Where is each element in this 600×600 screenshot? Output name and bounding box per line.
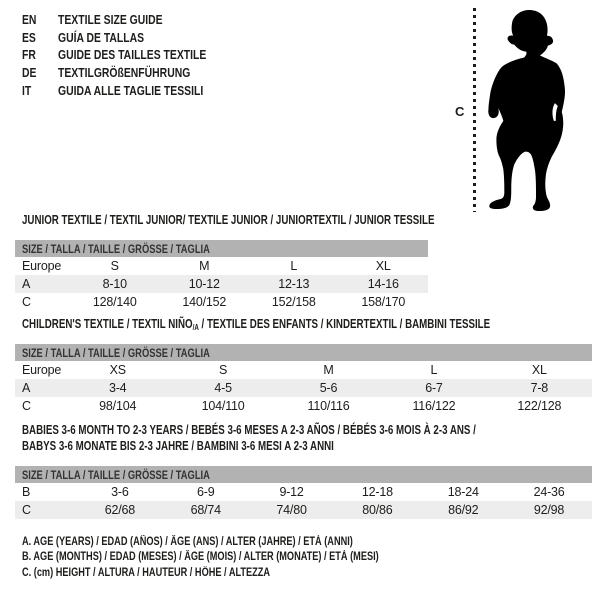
language-row-en [22, 11, 243, 29]
size-cell: XL [375, 259, 391, 273]
height-cell: 158/170 [361, 295, 406, 309]
height-cell: 110/116 [307, 399, 350, 413]
table-row [15, 361, 592, 379]
row-label: B [22, 485, 31, 499]
language-row-it [22, 81, 243, 99]
language-label: GUIDE DES TAILLES TEXTILE [58, 47, 207, 63]
language-label: GUIDA ALLE TAGLIE TESSILI [58, 82, 204, 98]
height-cell: 104/110 [201, 399, 245, 413]
age-cell: 24-36 [533, 485, 565, 499]
footnote-a: A. AGE (YEARS) / EDAD (AÑOS) / ÂGE (ANS) / ALTER (JAHRE) / ETÀ (ANNI) [22, 535, 353, 548]
size-header-bar: SIZE / TALLA / TAILLE / GRÖSSE / TAGLIA [15, 466, 592, 483]
height-measure-label: C [455, 104, 465, 119]
table-row [15, 501, 592, 519]
language-code: ES [22, 29, 36, 45]
size-header-bar: SIZE / TALLA / TAILLE / GRÖSSE / TAGLIA [15, 344, 592, 361]
row-label: C [22, 503, 31, 517]
age-cell: 12-13 [278, 277, 310, 291]
language-code: EN [22, 12, 37, 28]
row-label: C [22, 295, 31, 309]
language-row-fr [22, 46, 243, 64]
size-cell: XS [109, 363, 126, 377]
size-cell: L [290, 259, 298, 273]
table-row [15, 483, 592, 501]
height-cell: 74/80 [276, 503, 307, 517]
size-cell: M [199, 259, 210, 273]
junior-size-table [15, 240, 428, 311]
height-cell: 122/128 [517, 399, 562, 413]
language-code: DE [22, 65, 37, 81]
children-size-table [15, 344, 592, 415]
height-cell: 140/152 [182, 295, 227, 309]
size-cell: XL [531, 363, 547, 377]
age-cell: 3-4 [108, 381, 127, 395]
height-cell: 80/86 [362, 503, 393, 517]
age-cell: 7-8 [530, 381, 549, 395]
table-row [15, 397, 592, 415]
age-cell: 9-12 [279, 485, 304, 499]
height-cell: 152/158 [271, 295, 316, 309]
table-row [15, 257, 428, 275]
children-table-title: CHILDREN'S TEXTILE / TEXTIL $NIÑO_{/A}$ / TEXTILE DES ENFANTS / KINDERTEXTIL / BAMBINI TESSILE [22, 317, 491, 332]
row-label: C [22, 399, 31, 413]
footnote-b: B. AGE (MONTHS) / EDAD (MESES) / ÂGE (MOIS) / ALTER (MONATE) / ETÀ (MESI) [22, 551, 379, 564]
table-row [15, 379, 592, 397]
height-cell: 98/104 [99, 399, 137, 413]
language-code: IT [22, 82, 32, 98]
language-label: TEXTILE SIZE GUIDE [58, 12, 163, 28]
babies-table-title: BABIES 3-6 MONTH TO 2-3 YEARS / BEBÉS 3-6 MESES A 2-3 AÑOS / BÉBÉS 3-6 MOIS À 2-3 ANS / BABYS 3-6 MONATE BIS 2-3 JAHRE / BAMBINI 3-6 MESI A 2-3 ANNI [22, 423, 476, 453]
size-header-bar: SIZE / TALLA / TAILLE / GRÖSSE / TAGLIA [15, 240, 428, 257]
language-code: FR [22, 47, 36, 63]
age-cell: 18-24 [447, 485, 479, 499]
row-label: Europe [22, 259, 62, 273]
age-cell: 8-10 [102, 277, 127, 291]
row-label: A [22, 277, 31, 291]
height-cell: 68/74 [190, 503, 221, 517]
row-label: Europe [22, 363, 62, 377]
footnote-c: C. (cm) HEIGHT / ALTURA / HAUTEUR / HÖHE / ALTEZZA [22, 566, 271, 579]
height-cell: 92/98 [533, 503, 565, 517]
language-label: GUÍA DE TALLAS [58, 29, 145, 45]
language-label: TEXTILGRÖßENFÜHRUNG [58, 65, 191, 81]
age-cell: 4-5 [214, 381, 232, 395]
age-cell: 10-12 [188, 277, 220, 291]
footnotes [22, 534, 468, 581]
language-list [22, 11, 243, 99]
subscript: /A [192, 323, 199, 332]
language-row-de [22, 64, 243, 82]
table-row [15, 275, 428, 293]
language-row-es [22, 29, 243, 47]
size-cell: L [430, 363, 438, 377]
age-cell: 5-6 [319, 381, 338, 395]
age-cell: 6-9 [197, 485, 215, 499]
size-cell: S [219, 363, 228, 377]
age-cell: 6-7 [425, 381, 443, 395]
size-cell: S [110, 259, 119, 273]
height-dotted-line [473, 8, 476, 212]
age-cell: 12-18 [361, 485, 393, 499]
baby-silhouette-icon [486, 8, 590, 214]
size-cell: M [323, 363, 334, 377]
row-label: A [22, 381, 31, 395]
height-cell: 86/92 [448, 503, 479, 517]
age-cell: 14-16 [367, 277, 399, 291]
height-cell: 128/140 [92, 295, 137, 309]
junior-table-title: JUNIOR TEXTILE / TEXTIL JUNIOR/ TEXTILE JUNIOR / JUNIORTEXTIL / JUNIOR TESSILE [22, 213, 435, 227]
babies-size-table [15, 466, 592, 519]
age-cell: 3-6 [111, 485, 129, 499]
height-cell: 116/122 [412, 399, 456, 413]
table-row [15, 293, 428, 311]
height-cell: 62/68 [104, 503, 136, 517]
